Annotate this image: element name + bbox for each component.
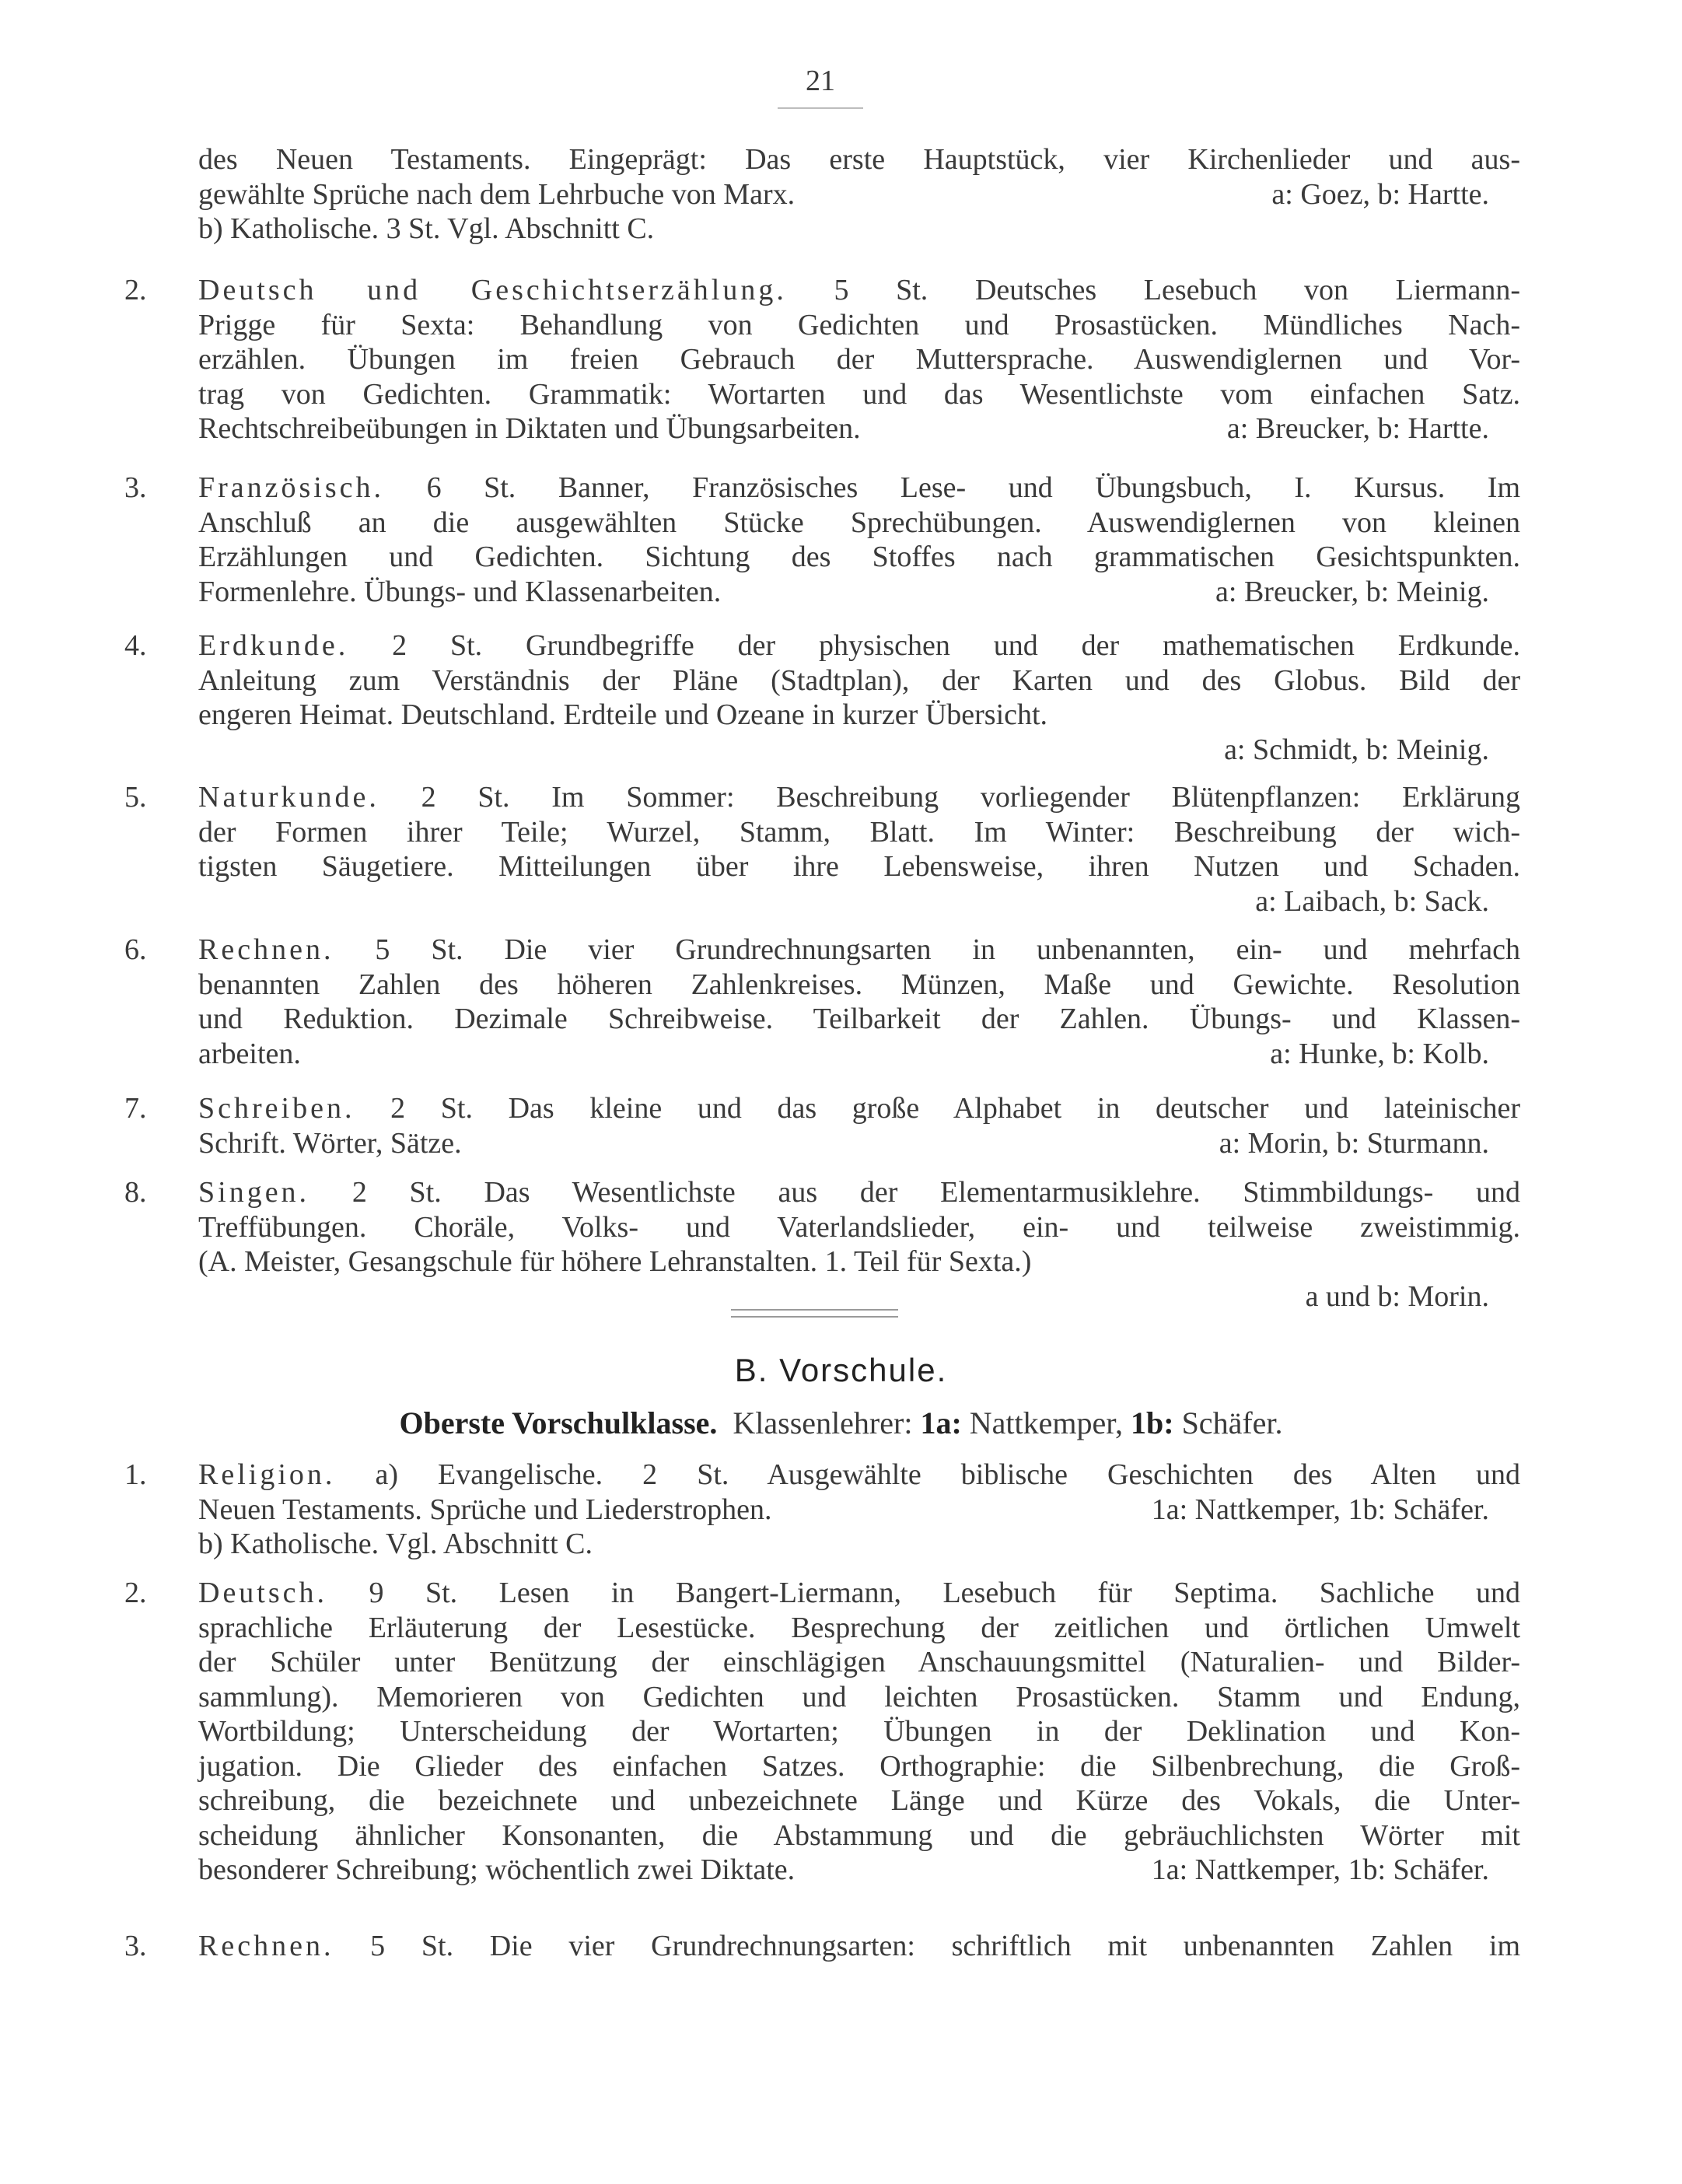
item-line: Deutsch. 9 St. Lesen in Bangert-Liermann, Lesebuch für Septima. Sachliche und — [198, 1577, 1520, 1609]
list-item — [124, 273, 1520, 446]
item-number: 1. — [124, 1458, 147, 1491]
item-line: Neuen Testaments. Sprüche und Liederstrophen. 1a: Nattkemper, 1b: Schäfer. — [198, 1493, 1489, 1526]
item-line: jugation. Die Glieder des einfachen Satzes. Orthographie: die Silbenbrechung, die Groß- — [198, 1749, 1520, 1783]
item-line: der Formen ihrer Teile; Wurzel, Stamm, Blatt. Im Winter: Beschreibung der wich- — [198, 815, 1520, 849]
list-item — [124, 628, 1520, 767]
item-line: erzählen. Übungen im freien Gebrauch der Muttersprache. Auswendiglernen und Vor- — [198, 343, 1520, 376]
item-number: 8. — [124, 1176, 147, 1209]
item-line: benannten Zahlen des höheren Zahlenkreises. Münzen, Maße und Gewichte. Resolution — [198, 968, 1520, 1001]
item-line: Rechnen. 5 St. Die vier Grundrechnungsarten: schriftlich mit unbenannten Zahlen im — [198, 1930, 1520, 1962]
class-title: Oberste Vorschulklasse. — [399, 1405, 718, 1440]
item-number: 7. — [124, 1092, 147, 1125]
item-line: Deutsch und Geschichtserzählung. 5 St. Deutsches Lesebuch von Liermann- — [198, 274, 1520, 306]
subject-title: Deutsch und Geschichtserzählung. — [198, 274, 787, 306]
item-number: 4. — [124, 629, 147, 662]
item-line: Anleitung zum Verständnis der Pläne (Stadtplan), der Karten und des Globus. Bild der — [198, 663, 1520, 697]
item-number: 3. — [124, 1930, 147, 1962]
page-number: 21 — [806, 65, 835, 97]
list-item — [124, 142, 1520, 247]
page-number-rule — [778, 107, 863, 109]
list-item — [124, 1576, 1520, 1888]
item-line: sammlung). Memorieren von Gedichten und leichten Prosastücken. Stamm und Endung, — [198, 1680, 1520, 1713]
item-line: arbeiten. a: Hunke, b: Kolb. — [198, 1037, 1489, 1070]
list-item — [124, 1929, 1520, 1964]
item-line: (A. Meister, Gesangschule für höhere Lehranstalten. 1. Teil für Sexta.) — [198, 1245, 1032, 1278]
item-line: engeren Heimat. Deutschland. Erdteile und Ozeane in kurzer Übersicht. — [198, 698, 1048, 731]
section-divider — [731, 1309, 898, 1318]
teacher-note: a: Goez, b: Hartte. — [1271, 177, 1489, 211]
item-line: Anschluß an die ausgewählten Stücke Sprechübungen. Auswendiglernen von kleinen — [198, 506, 1520, 539]
item-line: Singen. 2 St. Das Wesentlichste aus der Elementarmusiklehre. Stimmbildungs- und — [198, 1176, 1521, 1209]
teacher-note: 1a: Nattkemper, 1b: Schäfer. — [1151, 1493, 1489, 1526]
item-line: Rechtschreibeübungen in Diktaten und Übungsarbeiten. a: Breucker, b: Hartte. — [198, 412, 1489, 445]
teacher-note: a und b: Morin. — [1305, 1279, 1489, 1313]
class-teacher-label: Klassenlehrer: — [733, 1405, 913, 1440]
item-line: gewählte Sprüche nach dem Lehrbuche von Marx. a: Goez, b: Hartte. — [198, 177, 1489, 211]
item-line: besonderer Schreibung; wöchentlich zwei Diktate. 1a: Nattkemper, 1b: Schäfer. — [198, 1853, 1489, 1886]
item-number: 5. — [124, 781, 147, 814]
item-line: Formenlehre. Übungs- und Klassenarbeiten. a: Breucker, b: Meinig. — [198, 575, 1489, 608]
item-line: Naturkunde. 2 St. Im Sommer: Beschreibung vorliegender Blütenpflanzen: Erklärung — [198, 781, 1521, 814]
subject-title: Religion. — [198, 1458, 336, 1491]
item-number: 6. — [124, 933, 147, 966]
item-line: trag von Gedichten. Grammatik: Wortarten und das Wesentlichste vom einfachen Satz. — [198, 377, 1520, 411]
item-line: Schreiben. 2 St. Das kleine und das große Alphabet in deutscher und lateinischer — [198, 1092, 1520, 1125]
subject-title: Rechnen. — [198, 933, 334, 966]
list-item — [124, 1458, 1520, 1562]
teacher-note: a: Hunke, b: Kolb. — [1270, 1037, 1489, 1070]
section-heading: B. Vorschule. — [734, 1352, 948, 1388]
item-line: Religion. a) Evangelische. 2 St. Ausgewählte biblische Geschichten des Alten und — [198, 1458, 1520, 1491]
item-line: Französisch. 6 St. Banner, Französisches Lese- und Übungsbuch, I. Kursus. Im — [198, 471, 1521, 504]
subject-title: Schreiben. — [198, 1092, 355, 1125]
teacher-note: a: Laibach, b: Sack. — [1255, 884, 1489, 918]
list-item — [124, 1091, 1520, 1160]
list-item — [124, 780, 1520, 919]
subject-title: Naturkunde. — [198, 781, 379, 814]
teacher-note: a: Breucker, b: Meinig. — [1215, 575, 1489, 608]
item-number: 3. — [124, 471, 147, 504]
class-1a-label: 1a: — [920, 1405, 962, 1440]
subject-title: Rechnen. — [198, 1930, 334, 1962]
class-1b-name: Schäfer. — [1181, 1405, 1283, 1440]
teacher-note: a: Morin, b: Sturmann. — [1219, 1126, 1489, 1160]
subject-title: Französisch. — [198, 471, 385, 504]
item-line: b) Katholische. 3 St. Vgl. Abschnitt C. — [198, 212, 655, 245]
teacher-note: a: Breucker, b: Hartte. — [1226, 412, 1489, 445]
item-line: des Neuen Testaments. Eingeprägt: Das erste Hauptstück, vier Kirchenlieder und aus- — [198, 143, 1520, 176]
item-line: Treffübungen. Choräle, Volks- und Vaterlandslieder, ein- und teilweise zweistimmig. — [198, 1210, 1520, 1244]
item-line: b) Katholische. Vgl. Abschnitt C. — [198, 1528, 593, 1560]
item-line: Wortbildung; Unterscheidung der Wortarten; Übungen in der Deklination und Kon- — [198, 1715, 1520, 1748]
item-line: Prigge für Sexta: Behandlung von Gedichten und Prosastücken. Mündliches Nach- — [198, 308, 1520, 341]
class-1a-name: Nattkemper, — [969, 1405, 1123, 1440]
item-number: 2. — [124, 1577, 147, 1609]
list-item — [124, 933, 1520, 1071]
item-number: 2. — [124, 274, 147, 306]
subject-title: Erdkunde. — [198, 629, 349, 662]
subject-title: Singen. — [198, 1176, 310, 1209]
item-line: Erdkunde. 2 St. Grundbegriffe der physischen und der mathematischen Erdkunde. — [198, 629, 1520, 662]
item-line: scheidung ähnlicher Konsonanten, die Abstammung und die gebräuchlichsten Wörter mit — [198, 1818, 1520, 1852]
item-line: der Schüler unter Benützung der einschlägigen Anschauungsmittel (Naturalien- und Bilder- — [198, 1646, 1520, 1678]
item-line: Schrift. Wörter, Sätze. a: Morin, b: Sturmann. — [198, 1126, 1489, 1160]
item-line: sprachliche Erläuterung der Lesestücke. Besprechung der zeitlichen und örtlichen Umwelt — [198, 1611, 1520, 1644]
item-line: und Reduktion. Dezimale Schreibweise. Teilbarkeit der Zahlen. Übungs- und Klassen- — [198, 1003, 1520, 1035]
class-heading — [0, 1406, 1682, 1441]
class-1b-label: 1b: — [1130, 1405, 1174, 1440]
item-line: Erzählungen und Gedichten. Sichtung des Stoffes nach grammatischen Gesichtspunkten. — [198, 541, 1520, 573]
teacher-note: a: Schmidt, b: Meinig. — [1224, 733, 1489, 766]
list-item — [124, 1175, 1520, 1314]
list-item — [124, 471, 1520, 609]
item-line: tigsten Säugetiere. Mitteilungen über ihre Lebensweise, ihren Nutzen und Schaden. — [198, 850, 1520, 883]
item-line: schreibung, die bezeichnete und unbezeichnete Länge und Kürze des Vokals, die Unter- — [198, 1784, 1520, 1817]
teacher-note: 1a: Nattkemper, 1b: Schäfer. — [1151, 1853, 1489, 1886]
item-line: Rechnen. 5 St. Die vier Grundrechnungsarten in unbenannten, ein- und mehrfach — [198, 933, 1521, 966]
subject-title: Deutsch. — [198, 1577, 328, 1609]
